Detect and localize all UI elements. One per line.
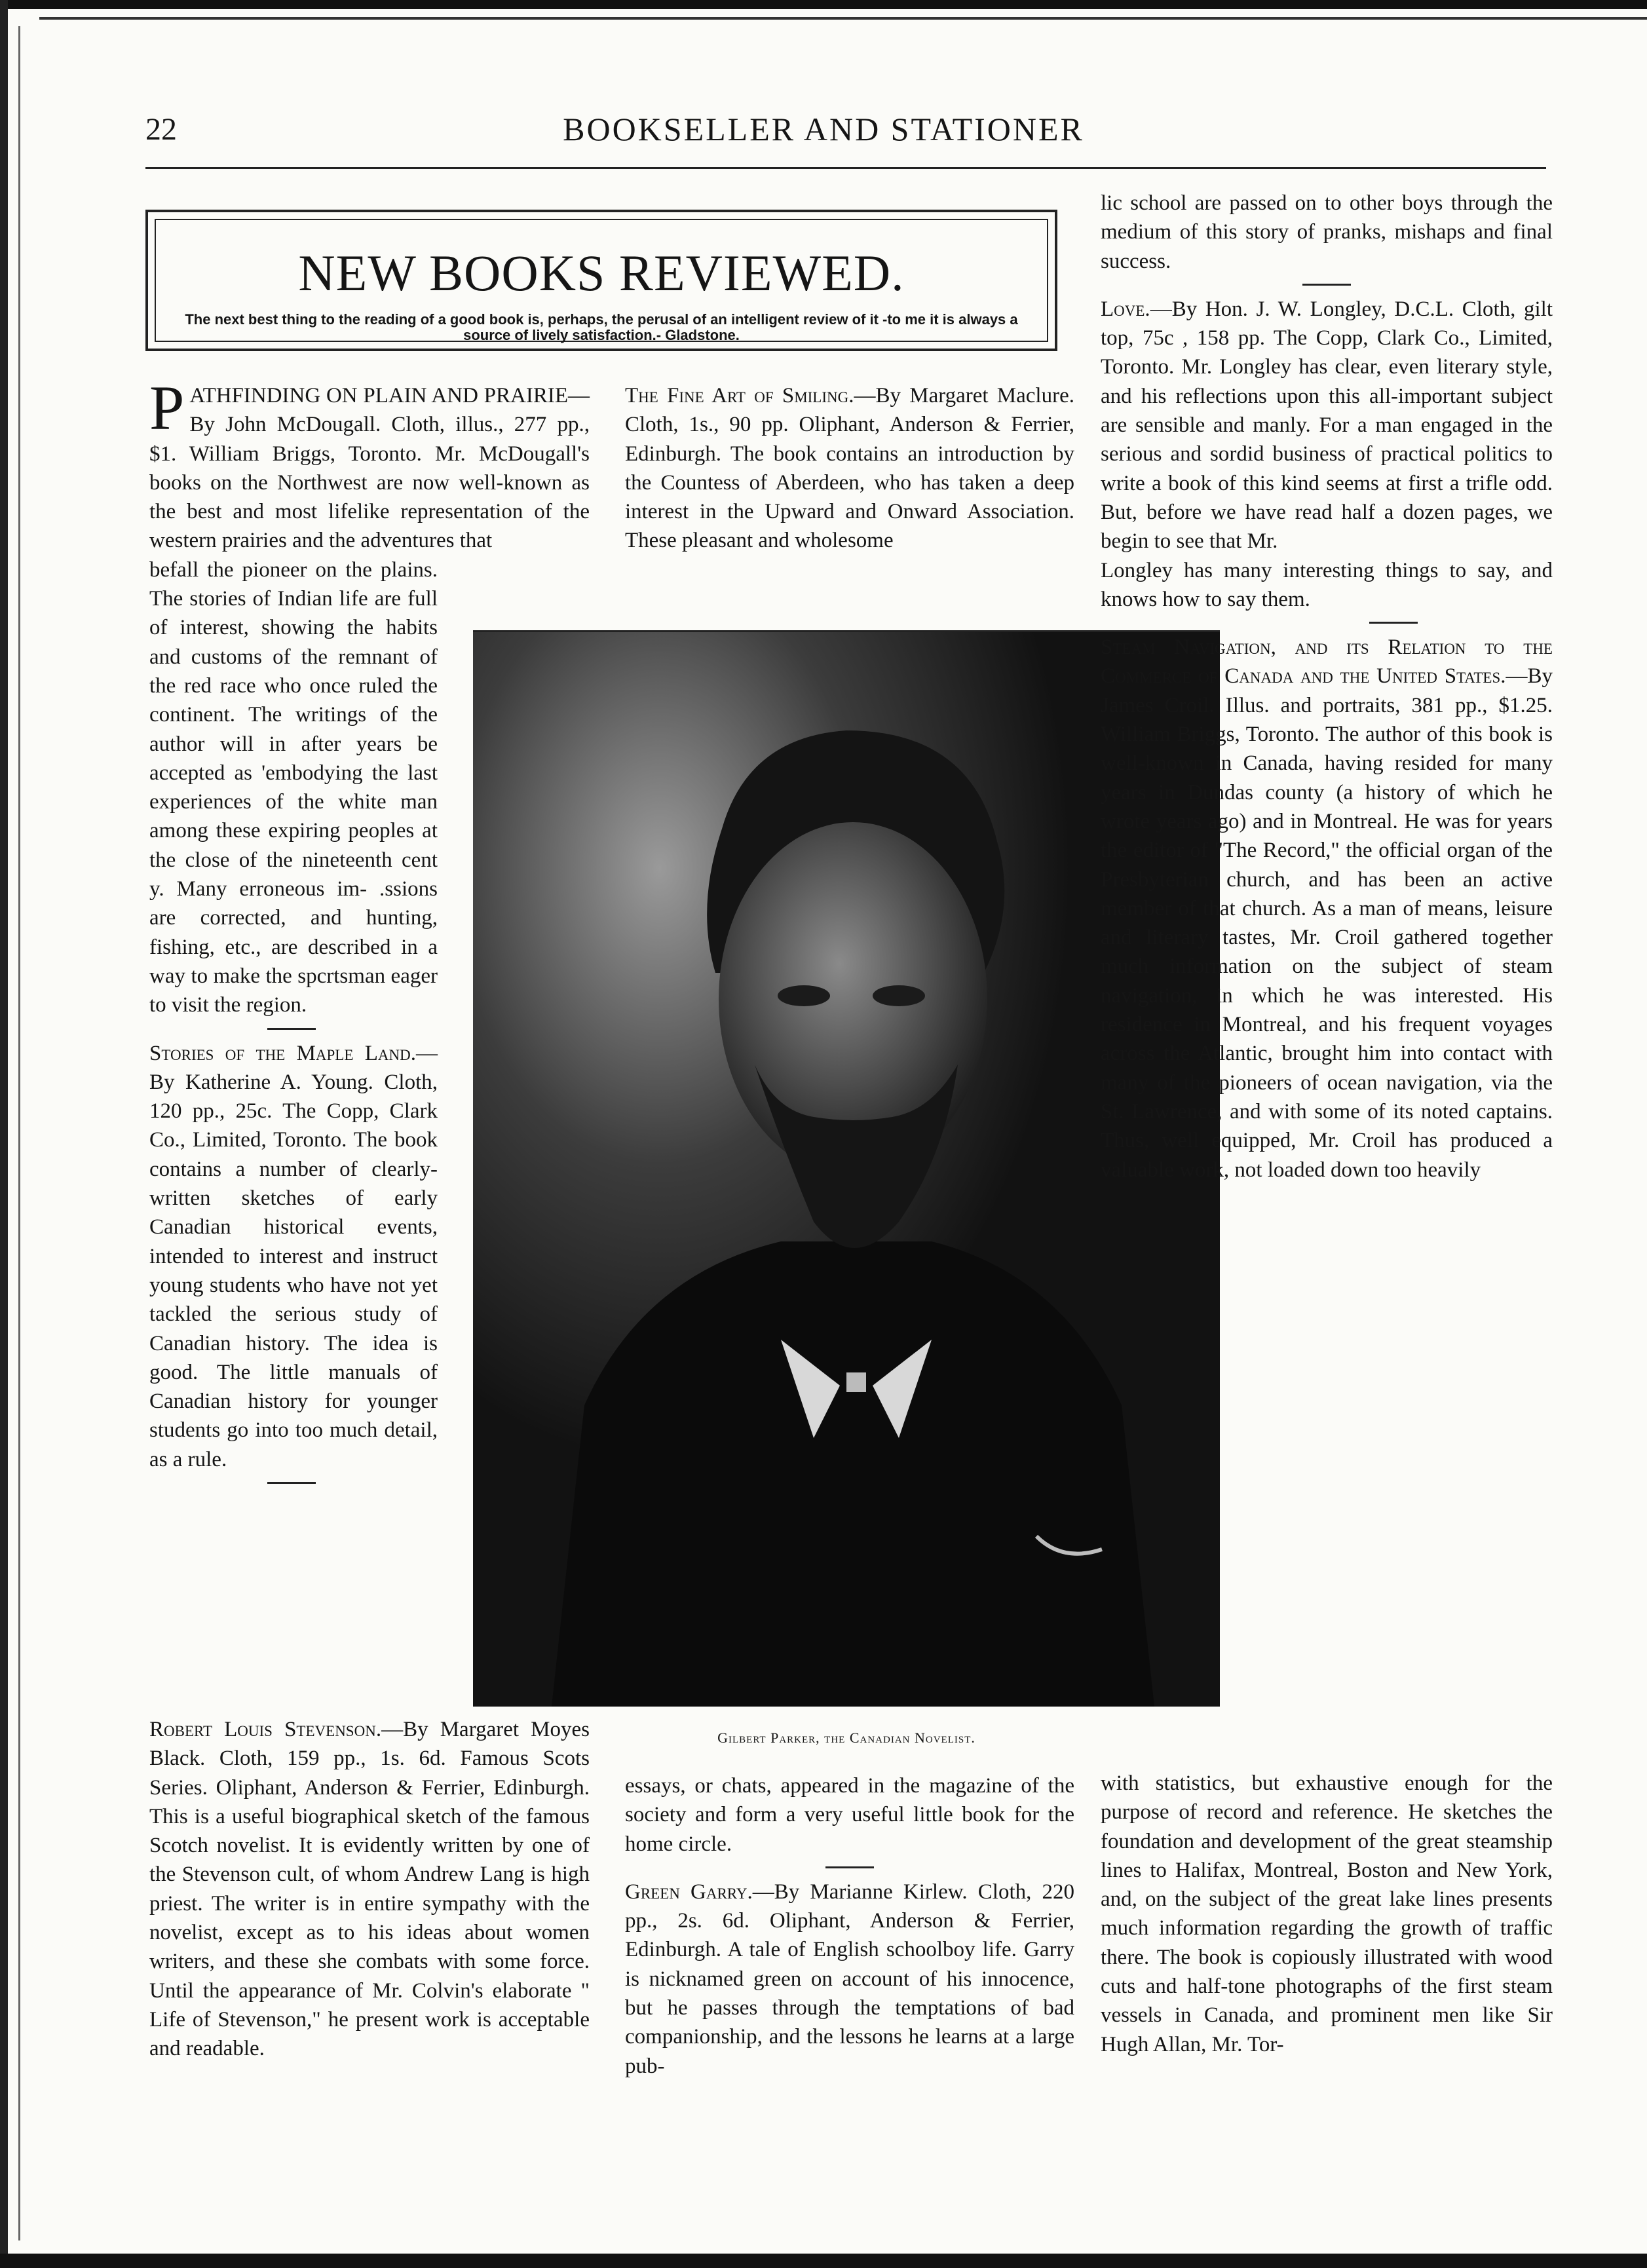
page-number: 22: [145, 112, 177, 147]
running-title: BOOKSELLER AND STATIONER: [563, 111, 1084, 147]
section-title: NEW BOOKS REVIEWED.: [298, 244, 905, 301]
review-title-stevenson: Robert Louis Stevenson.: [149, 1718, 382, 1741]
column-3-bottom: [1101, 1769, 1553, 2059]
review-green-garry: [625, 1878, 1074, 2081]
scan-edge-bottom: [0, 2254, 1647, 2268]
separator: [267, 1028, 316, 1030]
review-stevenson: [149, 1715, 590, 2064]
scan-edge-left-line: [18, 26, 20, 2240]
review-body-steam-navigation: —By James Croil. Illus. and portraits, 381 pp., $1.25. William Briggs, Toronto. The author of this book is well-known in Canada, having resided for many years in Dundas county (a history of which he wrote years ago) and in Montreal. He was for years the editor of "The Record," the official organ of the Presbyterian church, and has been an active member of that church. As a man of means, leisure and literary tastes, Mr. Croil gathered together much information on the subject of steam navigation, in which he was interested. His residence in Montreal, and his frequent voyages across the Atlantic, brought him into contact with many of the pioneers of ocean navigation, via the St. Lawrence, and with some of its noted captains. Thus, well equipped, Mr. Croil has produced a valuable work, not loaded down too heavily: [1101, 664, 1553, 1182]
photo-caption: Gilbert Parker, the Canadian Novelist.: [717, 1729, 975, 1746]
review-love: [1101, 295, 1553, 556]
review-fine-art-of-smiling: [625, 381, 1074, 556]
review-body-maple-land: — By Katherine A. Young. Cloth, 120 pp., 25c. The Copp, Clark Co., Limited, Toronto. The book contains a number of clearly-written sketches of early Canadian historical events, intended to interest and instruct young students who have not yet tackled the serious study of Canadian history. The idea is good. The little manuals of Canadian history for younger students go into too much detail, as a rule.: [149, 1041, 438, 1471]
review-title-pathfinding: ATHFINDING ON PLAIN AND PRAIRIE: [189, 384, 568, 407]
review-body-fine-art-of-smiling: —By Margaret Maclure. Cloth, 1s., 90 pp. Oliphant, Anderson & Ferrier, Edinburgh. The book contains an introduction by the Countess of Aberdeen, who has taken a deep interest in the Upward and Onward Association. These pleasant and wholesome: [625, 384, 1074, 553]
review-title-steam-navigation: Steam Navigation, and its Relation to the Commerce of Canada and the United States.: [1101, 635, 1553, 689]
review-pathfinding: [149, 373, 590, 556]
review-body-pathfinding-cont: befall the pioneer on the plains. The stories of Indian life are full of interest, showing the habits and customs of the remnant of the red race who once ruled the continent. The writings of the author will in after years be accepted as 'embodying the last experiences of the white man among these expiring peoples at the close of the nineteenth cent y. Many erroneous im- .ssions are corrected, and hunting, fishing, etc., are described in a way to make the spcrtsman eager to visit the region.: [149, 558, 438, 1017]
review-green-garry-cont: lic school are passed on to other boys through the medium of this story of pranks, mishaps and final success.: [1101, 191, 1553, 273]
review-steam-navigation: [1101, 633, 1553, 1184]
review-body-love: —By Hon. J. W. Longley, D.C.L. Cloth, gilt top, 75c , 158 pp. The Copp, Clark Co., Limited, Toronto. Mr. Longley has clear, even literary style, and his reflections upon this all-important subject are sensible and manly. For a man engaged in the serious and sordid business of practical politics to write a book of this kind seems at first a trifle odd. But, before we have read half a dozen pages, we begin to see that Mr.: [1101, 297, 1553, 554]
separator: [1302, 284, 1351, 286]
review-maple-land: [149, 1039, 438, 1474]
review-body-stevenson: —By Margaret Moyes Black. Cloth, 159 pp., 1s. 6d. Famous Scots Series. Oliphant, Anderson & Ferrier, Edinburgh. This is a useful biographical sketch of the famous Scotch novelist. It is evidently written by one of the Stevenson cult, of whom Andrew Lang is high priest. The writer is in entire sympathy with the novelist, except as to his ideas about women writers, and these she combats with some force. Until the appearance of Mr. Colvin's elaborate " Life of Stevenson," he present work is acceptable and readable.: [149, 1718, 590, 2061]
review-body-fine-art-of-smiling-cont: essays, or chats, appeared in the magazine of the society and form a very useful little book for the home circle.: [625, 1774, 1074, 1856]
scan-edge-left: [0, 0, 8, 2268]
review-body-love-cont: Longley has many interesting things to say, and knows how to say them.: [1101, 558, 1553, 611]
header-rule: [145, 167, 1546, 169]
review-body-steam-navigation-cont: with statistics, but exhaustive enough for the purpose of record and reference. He sketches the foundation and development of the great steamship lines to Halifax, Montreal, Boston and New York, and, on the subject of the great lake lines presents much information regarding the growth of traffic there. The book is copiously illustrated with wood cuts and half-tone photographs of the first steam vessels in Canada, and prominent men like Sir Hugh Allan, Mr. Tor-: [1101, 1771, 1553, 2056]
scan-edge-top-line: [39, 17, 1647, 20]
drop-cap: P: [149, 373, 185, 443]
separator: [825, 1866, 874, 1868]
section-title-box: [145, 210, 1057, 351]
separator: [267, 1482, 316, 1484]
column-2-top: [625, 381, 1074, 556]
review-title-green-garry: Green Garry.: [625, 1880, 753, 1904]
review-title-fine-art-of-smiling: The Fine Art of Smiling.: [625, 384, 854, 407]
scan-edge-top: [0, 0, 1647, 9]
column-2-bottom: [625, 1771, 1074, 2081]
separator: [1369, 622, 1418, 624]
section-epigraph: The next best thing to the reading of a good book is, perhaps, the perusal of an intelligent review of it -to me it is always a source of lively satisfaction.- Gladstone.: [185, 311, 1018, 343]
column-1-bottom: [149, 1715, 590, 2064]
review-title-love: Love.: [1101, 297, 1150, 321]
review-body-green-garry: —By Marianne Kirlew. Cloth, 220 pp., 2s. 6d. Oliphant, Anderson & Ferrier, Edinburgh. A tale of English schoolboy life. Garry is nicknamed green on account of his innocence, but he passes through the temptations of bad companionship, and the lessons he learns at a large pub-: [625, 1880, 1074, 2078]
section-title-box-inner: [155, 219, 1048, 342]
review-body-pathfinding: — By John McDougall. Cloth, illus., 277 pp., $1. William Briggs, Toronto. Mr. McDougall's books on the Northwest are now well-known as the best and most lifelike representation of the western prairies and the adventures that: [149, 384, 590, 553]
review-title-maple-land: Stories of the Maple Land.: [149, 1041, 416, 1065]
column-3-top: [1101, 189, 1553, 1184]
